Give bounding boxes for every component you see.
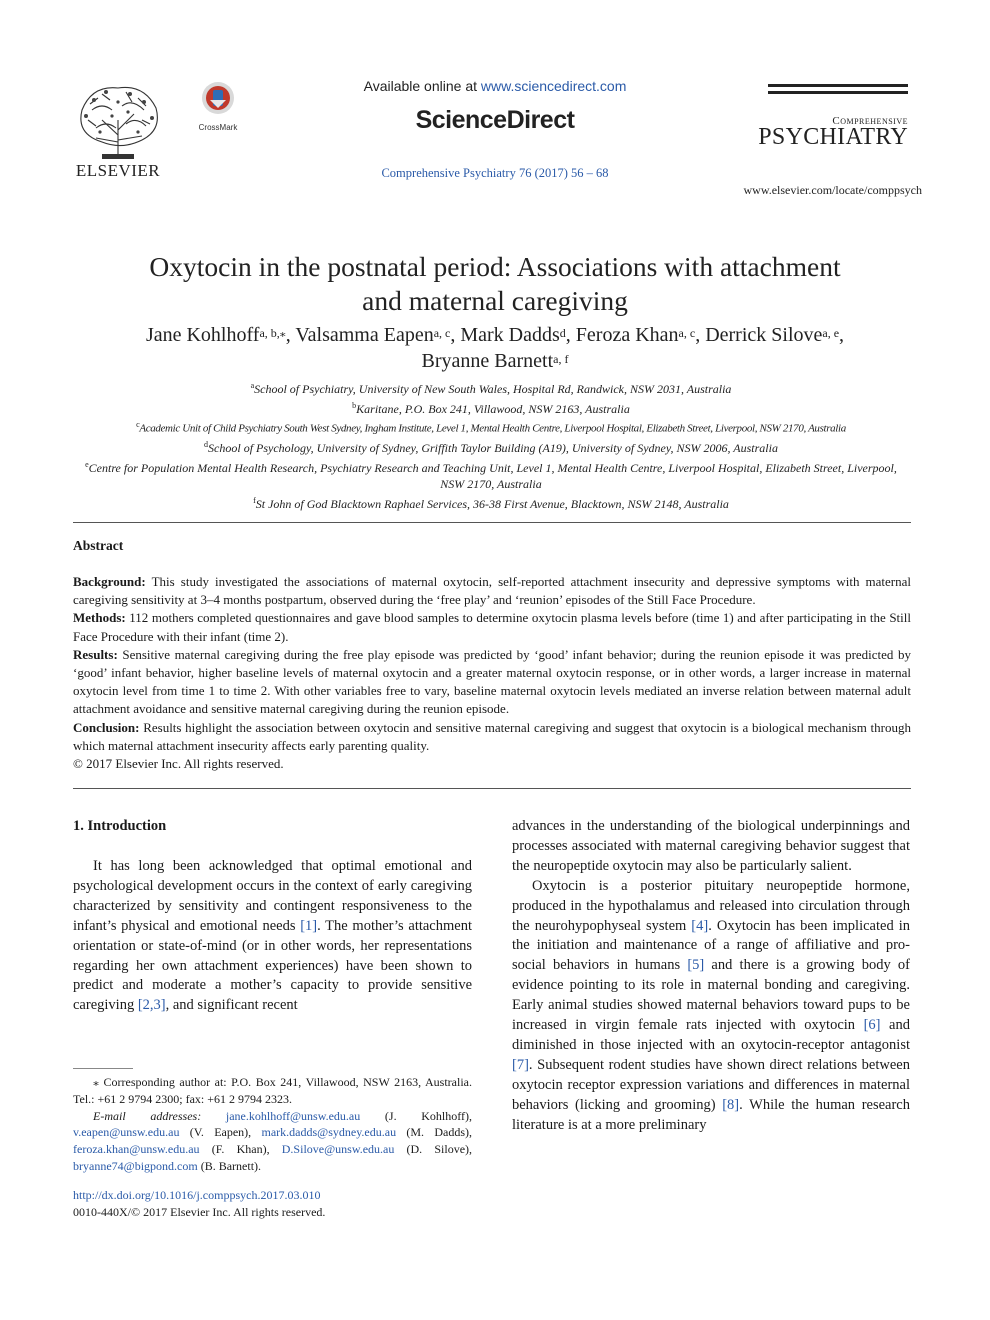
author-affil: d [559, 326, 566, 340]
article-title [100, 250, 890, 318]
author[interactable] [422, 350, 569, 372]
affiliation: $^e$Centre for Population Mental Health Research, Psychiatry Research and Teaching Unit, Level 1, Mental Health Centre, Liverpool Hospital, Elizabeth Street, Liverpool, NSW 2170, Australia [85, 459, 897, 492]
citation-link[interactable]: [1] [300, 917, 318, 934]
abstract-methods: Methods: 112 mothers completed questionnaires and gave blood samples to determine oxytocin plasma levels before (time 1) and after participating in the Still Face Procedure with their infant (time 2). [73, 610, 912, 644]
affiliation: $^d$School of Psychology, University of Sydney, Griffith Taylor Building (A19), University of Sydney, NSW 2006, Australia [204, 440, 778, 456]
author-affil: a, e [822, 326, 840, 340]
title-line: and maternal caregiving [362, 285, 628, 316]
citation-link[interactable]: [6] [863, 1017, 881, 1034]
journal-brand-top: Comprehensive [832, 115, 908, 127]
citation-link[interactable]: [5] [687, 957, 705, 974]
journal-brand[interactable] [758, 84, 908, 154]
author-name: Mark Dadds [460, 324, 560, 346]
section-heading: 1. Introduction [73, 818, 167, 834]
author[interactable] [460, 324, 565, 346]
author-affil: a, f [553, 352, 569, 366]
affiliation: $^f$St John of God Blacktown Raphael Services, 36-38 First Avenue, Blacktown, NSW 2148, Australia [253, 495, 729, 511]
brand-rule [768, 84, 908, 87]
sciencedirect-link[interactable]: www.sciencedirect.com [480, 78, 627, 94]
journal-homepage-url[interactable]: www.elsevier.com/locate/comppsych [743, 183, 922, 197]
issn-line: 0010-440X/© 2017 Elsevier Inc. All rights reserved. [73, 1204, 326, 1219]
footnote-divider [73, 1068, 133, 1069]
citation-link[interactable]: [2,3] [137, 997, 166, 1014]
footnotes [73, 1074, 472, 1175]
author-affil: a, b, [259, 326, 280, 340]
author-list: Jane Kohlhoff$^{a, b,⁎}$, Valsamma Eapen$^{a, c}$, Mark Dadds$^d$, Feroza Khan$^{a, c}$, Derrick Silove$^{a, e}$, Bryanne Barnett$^{a, f}$ [145, 324, 845, 372]
author-name: Feroza Khan [575, 324, 679, 346]
affiliation: $^c$Academic Unit of Child Psychiatry South West Sydney, Ingham Institute, Level 1, Mental Health Centre, Liverpool Hospital, Elizabeth Street, Liverpool, NSW 2170, Australia [136, 420, 846, 435]
title-line: Oxytocin in the postnatal period: Associations with attachment [149, 251, 841, 282]
abstract-copyright: © 2017 Elsevier Inc. All rights reserved. [73, 756, 284, 772]
email-link[interactable]: D.Silove@unsw.edu.au [281, 1142, 395, 1157]
divider [73, 788, 911, 789]
author-name: Bryanne Barnett [421, 350, 554, 372]
abstract-conclusion: Conclusion: Results highlight the association between oxytocin and sensitive maternal caregiving and suggest that oxytocin is a biological mechanism through which maternal attachment insecurity affects early parenting quality. [73, 719, 911, 753]
email-link[interactable]: bryanne74@bigpond.com [73, 1158, 198, 1173]
author[interactable] [295, 324, 450, 346]
affiliation: $^b$Karitane, P.O. Box 241, Villawood, NSW 2163, Australia [352, 400, 630, 416]
crossmark-label: CrossMark [198, 123, 238, 132]
citation-link[interactable]: [8] [722, 1096, 740, 1113]
email-note: E-mail addresses: jane.kohlhoff@unsw.edu.au (J. Kohlhoff), v.eapen@unsw.edu.au (V. Eapen), mark.dadds@sydney.edu.au (M. Dadds), feroza.khan@unsw.edu.au (F. Khan), D.Silove@unsw.edu.au (D. Silove), bryanne74@bigpond.com (B. Barnett). [73, 1108, 473, 1173]
email-link[interactable]: feroza.khan@unsw.edu.au [73, 1142, 200, 1157]
author[interactable] [705, 324, 839, 346]
corresponding-note: ⁎ Corresponding author at: P.O. Box 241, Villawood, NSW 2163, Australia. Tel.: +61 2 9794 2300; fax: +61 2 9794 2323. [73, 1075, 472, 1106]
abstract-results: Results: Sensitive maternal caregiving during the free play episode was predicted by ‘good’ infant behavior; during the reunion episode it was predicted by ‘good’ infant behavior, higher baseline levels of maternal oxytocin and a greater maternal oxytocin response, or in other words, a larger increase in maternal oxytocin level from time 1 to time 2. With other variables free to vary, baseline maternal oxytocin levels mediated an inverse relation between maternal adult attachment avoidance and sensitive maternal caregiving during the reunion episode. [73, 646, 911, 717]
author[interactable] [146, 324, 286, 346]
abstract-background: Background: This study investigated the associations of maternal oxytocin, self-reported attachment insecurity and depressive symptoms with maternal caregiving sensitivity at 3–4 months postpartum, observed during the ‘free play’ and ‘reunion’ episodes of the Still Face Procedure. [73, 574, 912, 608]
doi-link[interactable]: http://dx.doi.org/10.1016/j.comppsych.2017.03.010 [73, 1188, 321, 1202]
author-name: Derrick Silove [705, 324, 823, 346]
brand-rule [768, 91, 908, 94]
left-column [73, 857, 472, 1016]
doi-block [73, 1187, 325, 1221]
author-affil: a, c [678, 326, 696, 340]
affiliations [72, 378, 910, 512]
available-prefix: Available online at [363, 78, 481, 94]
abstract [73, 573, 911, 773]
email-link[interactable]: mark.dadds@sydney.edu.au [261, 1125, 397, 1140]
publisher-wordmark: ELSEVIER [75, 161, 161, 180]
right-column [512, 817, 910, 1136]
author[interactable] [576, 324, 695, 346]
author-affil: a, c [433, 326, 451, 340]
journal-citation[interactable]: Comprehensive Psychiatry 76 (2017) 56 – 68 [381, 166, 609, 180]
author-name: Valsamma Eapen [295, 324, 434, 346]
citation-link[interactable]: [7] [512, 1056, 529, 1073]
abstract-heading: Abstract [73, 538, 124, 553]
affiliation: $^a$School of Psychiatry, University of New South Wales, Hospital Rd, Randwick, NSW 2031, Australia [250, 381, 732, 396]
paragraph: It has long been acknowledged that optimal emotional and psychological development occurs in the context of early caregiving characterized by sensitivity and contingent responsiveness to the infant’s physical and emotional needs [1]. The mother’s attachment orientation or state-of-mind (or in other words, her representations regarding her own attachment experiences) have been shown to predict and moderate a mother’s capacity to provide sensitive caregiving [2,3], and significant recent [73, 858, 472, 1014]
citation-link[interactable]: [4] [691, 917, 709, 934]
corresponding-mark: ⁎ [279, 326, 286, 340]
email-link[interactable]: jane.kohlhoff@unsw.edu.au [225, 1108, 361, 1123]
journal-brand-main: PSYCHIATRY [758, 124, 908, 150]
paragraph: advances in the understanding of the biological underpinnings and processes associated with maternal caregiving behavior suggest that the neuropeptide oxytocin may also be particularly salient. [512, 818, 910, 874]
email-link[interactable]: v.eapen@unsw.edu.au [73, 1125, 180, 1140]
paragraph: Oxytocin is a posterior pituitary neuropeptide hormone, produced in the hypothalamus and released into circulation through the neurohypophyseal system [4]. Oxytocin has been implicated in the initiation and maintenance of a range of affiliative and pro-social behaviors in humans [5] and there is a growing body of evidence pointing to its role in maternal bonding and caregiving. Early animal studies showed maternal behaviors toward pups to be increased in virgin female rats injected with oxytocin [6] and diminished in those injected with an oxytocin-receptor antagonist [7]. Subsequent rodent studies have shown direct relations between oxytocin receptor expression variations and differences in maternal behaviors (licking and grooming) [8]. While the human research literature is at a more preliminary [512, 877, 910, 1133]
divider [73, 522, 911, 523]
author-name: Jane Kohlhoff [145, 324, 260, 346]
sciencedirect-logo[interactable]: ScienceDirect [415, 106, 575, 134]
